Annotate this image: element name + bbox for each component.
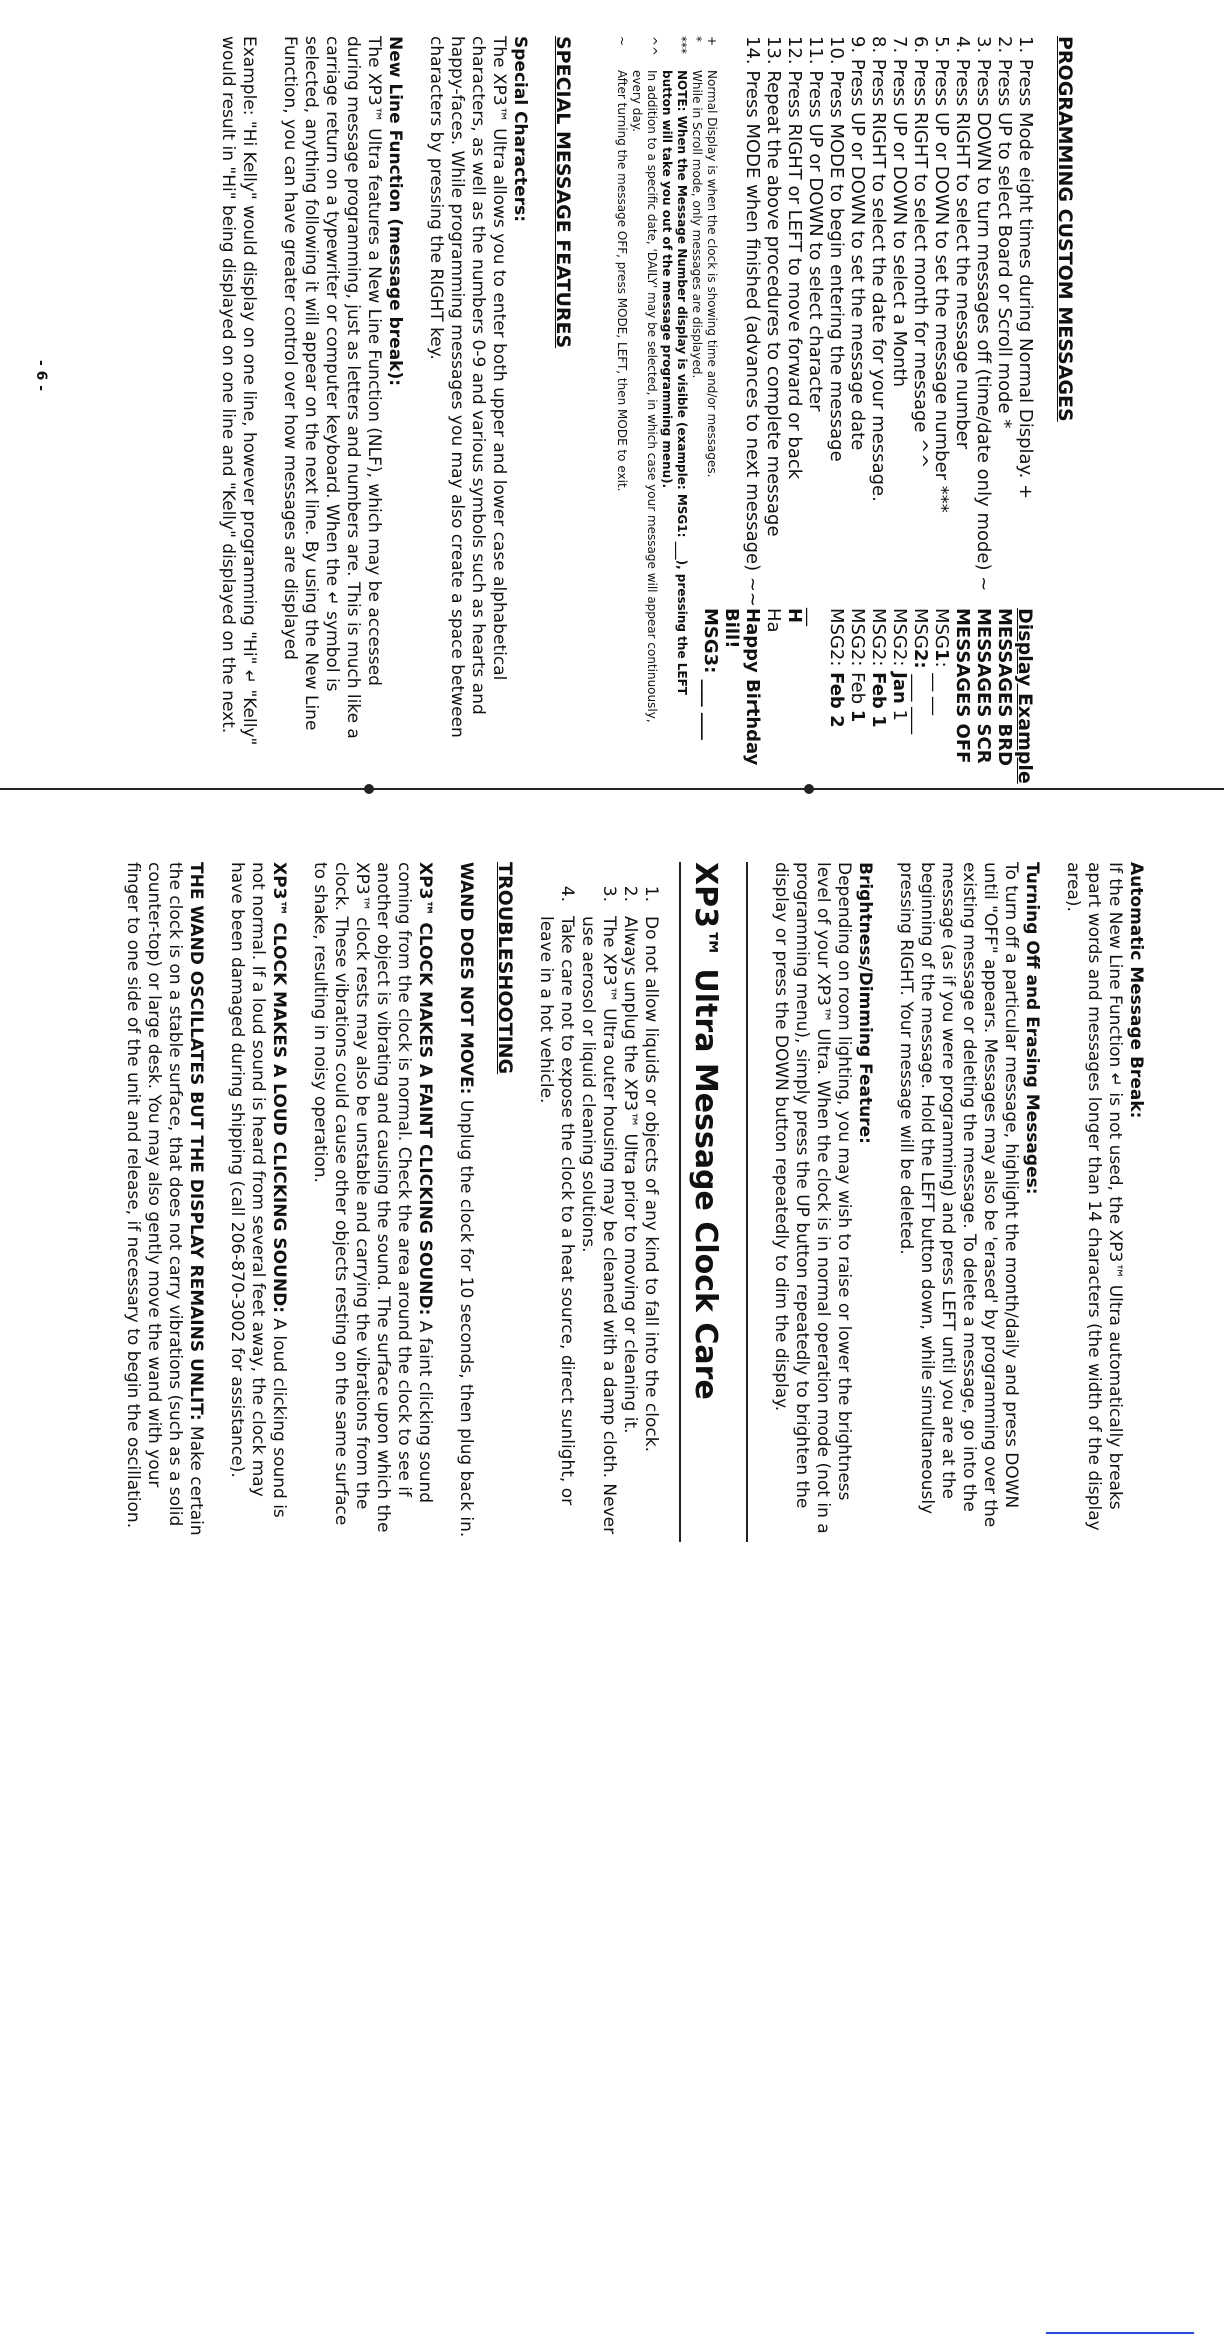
display-example-list [700,608,1015,790]
footnote-mark: + [705,36,719,47]
display-example-row [910,608,931,790]
troubleshooting-item [122,862,206,1542]
care-item-number: 3. [599,885,619,902]
display-example-row [763,608,784,790]
footnote-mark: *** [675,36,689,54]
brightness-heading: Brightness/Dimming Feature: [855,862,875,1144]
troubleshooting-lead: XP3™ CLOCK MAKES A FAINT CLICKING SOUND: [415,862,435,1316]
display-bold: MESSAGES OFF [952,608,973,764]
footnote-text: Normal Display is when the clock is showing time and/or messages. [705,70,719,478]
display-bold: MESSAGES SCR [973,608,994,764]
footnote-mark: ~ [615,36,629,47]
display-example-row [721,608,763,790]
care-rule-top [746,862,748,1542]
display-bold: 2: [910,648,931,669]
footnote [689,36,704,736]
step-item: 11. Press UP or DOWN to select character [805,36,826,412]
display-post: : __ __ [931,661,952,715]
display-pre: MSG2: [868,608,889,673]
footnote [704,36,719,736]
new-line-text: The XP3™ Ultra features a New Line Function (NLF), which may be accessed during message programming, just as letters and numbers are. This is much like a carriage return on a typewriter or computer keyboard. When the ↵ symbol is selected, anything following it will appear on the next line. By using the New Line Function, you can have greater control over how messages are displayed [280,36,384,739]
step-item: 8. Press RIGHT to select the date for your message. [868,36,889,502]
step-item: 6. Press RIGHT to select month for message ^^ [910,36,931,469]
display-example-row [826,608,847,790]
erase-text: To turn off a particular message, highlight the month/daily and press DOWN until "OFF" appears. Messages may also be 'erased' by programming over the existing message or deleting the message. To delete a message, go into the message (as if you were programming) and press LEFT until you are at the beginning of the message. Hold the LEFT button down, while simultaneously pressing RIGHT. Your message will be deleted. [896,862,1021,1528]
display-example-row [994,608,1015,790]
special-features-body [197,36,530,746]
special-characters-heading: Special Characters: [510,36,530,223]
display-example-row [973,608,994,790]
display-example-row [952,608,973,790]
display-bold: 1 [847,709,868,723]
footnote-text: In addition to a specific date, 'DAILY' may be selected, in which case your message will appear continuously, every day. [630,70,659,723]
care-item-number: 1. [641,885,661,902]
display-example-row [784,608,805,790]
display-example-row [805,608,826,790]
brightness-text: Depending on room lighting, you may wish to raise or lower the brightness level of your XP3™ Ultra. When the clock is in normal operation mode (not in a programming menu), simply press the UP button repeatedly to brighten the display or press the DOWN button repeatedly to dim the display. [771,862,854,1534]
display-pre: MSG2: [826,608,847,673]
troubleshooting-text: A faint clicking sound coming from the clock is normal. Check the area around the clock to see if another object is vibrating and causing the sound. The surface upon which the XP3™ clock rests may also be unstable and carrying the vibrations from the clock. These vibrations could cause other objects resting on the same surface to shake, resulting in noisy operation. [310,862,435,1533]
auto-break-heading: Automatic Message Break: [1126,862,1146,1119]
care-item [535,862,577,1542]
troubleshooting-text: A loud clicking sound is not normal. If a loud sound is heard from several feet away, the clock may have been damaged during shipping (call 206-870-3002 for assistance). [227,862,289,1518]
special-features-title: SPECIAL MESSAGE FEATURES [552,36,574,349]
display-post: ___ ___ [910,668,931,735]
footnote [614,36,629,736]
auto-break-text: If the New Line Function ↵ is not used, the XP3™ Ultra automatically breaks apart words and messages longer than 14 characters (the width of the display area). [1063,862,1125,1531]
right-page-half [0,792,1224,1584]
display-pre: MSG [910,608,931,649]
footnotes [614,36,719,736]
step-item: 4. Press RIGHT to select the message number [952,36,973,450]
display-example-title: Display Example [1014,608,1036,784]
display-pre: MSG [931,608,952,649]
troubleshooting-text: Unplug the clock for 10 seconds, then plug back in. [456,1094,476,1538]
troubleshooting-item [455,862,476,1542]
care-item-text: Take care not to expose the clock to a heat source, direct sunlight, or leave in a hot vehicle. [536,916,577,1506]
troubleshooting-lead: XP3™ CLOCK MAKES A LOUD CLICKING SOUND: [269,862,289,1313]
footnote-text: After turning the message OFF, press MODE, LEFT, then MODE to exit. [615,70,629,492]
display-bold: Feb 2 [826,672,847,728]
step-item: 13. Repeat the above procedures to complete message [763,36,784,537]
troubleshooting-item [309,862,435,1542]
new-line-heading: New Line Function (message break): [385,36,405,387]
display-bold: H [784,608,805,624]
display-bold: MSG3: ___ ___ [700,608,721,740]
care-item [640,862,661,1542]
display-example-row [931,608,952,790]
care-item-text: The XP3™ Ultra outer housing may be cleaned with a damp cloth. Never use aerosol or liquid cleaning solutions. [578,916,619,1535]
footnote [629,36,659,736]
troubleshooting-title: TROUBLESHOOTING [494,862,516,1075]
display-bold: Jan [889,672,910,704]
footnote [659,36,689,736]
footnote-text: NOTE: When the Message Number display is visible (example: MSG1: ___), pressing the LEFT button will take you out of the message programming menu). [660,70,689,695]
troubleshooting-item [226,862,289,1542]
step-item: 9. Press UP or DOWN to set the message date [847,36,868,451]
care-item-number: 4. [557,885,577,902]
footnote-mark: * [690,36,704,42]
display-example-row [847,608,868,790]
display-bold: MESSAGES BRD [994,608,1015,767]
programming-title: PROGRAMMING CUSTOM MESSAGES [1054,36,1076,422]
care-title: XP3™ Ultra Message Clock Care [688,862,723,1400]
step-item: 3. Press DOWN to turn messages off (time/date only mode) ~ [973,36,994,592]
display-pre: Ha [763,608,784,633]
care-item [577,862,619,1542]
display-bold: Happy Birthday Bill! [721,608,763,766]
display-example-row [868,608,889,790]
right-page-content [102,862,1146,1542]
example-text: Example: "Hi Kelly" would display on one line, however programming "Hi" ↵ "Kelly" would result in "Hi" being displayed on one line and "Kelly" displayed on the next. [218,36,259,746]
care-list [535,862,661,1542]
erase-heading: Turning Off and Erasing Messages: [1022,862,1042,1195]
care-item [619,862,640,1542]
display-example-row [889,608,910,790]
step-item: 1. Press Mode eight times during Normal Display. + [1015,36,1036,500]
care-rule-bottom [679,862,681,1542]
step-item: 10. Press MODE to begin entering the message [826,36,847,462]
programming-steps-list [742,36,1036,608]
page-number: - 6 - [33,360,49,392]
care-item-text: Always unplug the XP3™ Ultra prior to moving or cleaning it. [620,916,640,1434]
step-item: 14. Press MODE when finished (advances to next message) ~~ [742,36,763,608]
troubleshooting-lead: WAND DOES NOT MOVE: [456,862,476,1095]
display-pre: MSG2: Feb [847,608,868,710]
special-characters-text: The XP3™ Ultra allows you to enter both upper and lower case alphabetical characters, as well as the numbers 0-9 and various symbols such as hearts and happy-faces. While programming messages you may also create a space between characters by pressing the RIGHT key. [426,36,509,738]
troubleshooting-text: Make certain the clock is on a stable surface, that does not carry vibrations (such as a solid counter-top) or large desk. You may also gently move the wand with your finger to one side of the unit and release, if necessary to begin the oscillation. [123,862,206,1536]
troubleshooting-lead: THE WAND OSCILLATES BUT THE DISPLAY REMAINS UNLIT: [186,862,206,1421]
step-item: 2. Press UP to select Board or Scroll mode * [994,36,1015,429]
footnote-text: While in Scroll mode, only messages are displayed. [690,70,704,379]
display-bold: 1 [931,648,952,662]
care-item-text: Do not allow liquids or objects of any kind to fall into the clock. [641,916,661,1452]
display-bold: Feb 1 [868,672,889,728]
display-pre: MSG2: [889,608,910,673]
footnote-mark: ^^ [645,36,659,57]
display-post: __ [805,608,826,626]
care-item-number: 2. [620,885,640,902]
left-page-half [0,0,1224,790]
display-post: 1 [889,703,910,722]
step-item: 12. Press RIGHT or LEFT to move forward or back [784,36,805,480]
page-fold-divider [0,788,1224,790]
step-item: 7. Press UP or DOWN to select a Month [889,36,910,388]
step-item: 5. Press UP or DOWN to set the message number *** [931,36,952,513]
